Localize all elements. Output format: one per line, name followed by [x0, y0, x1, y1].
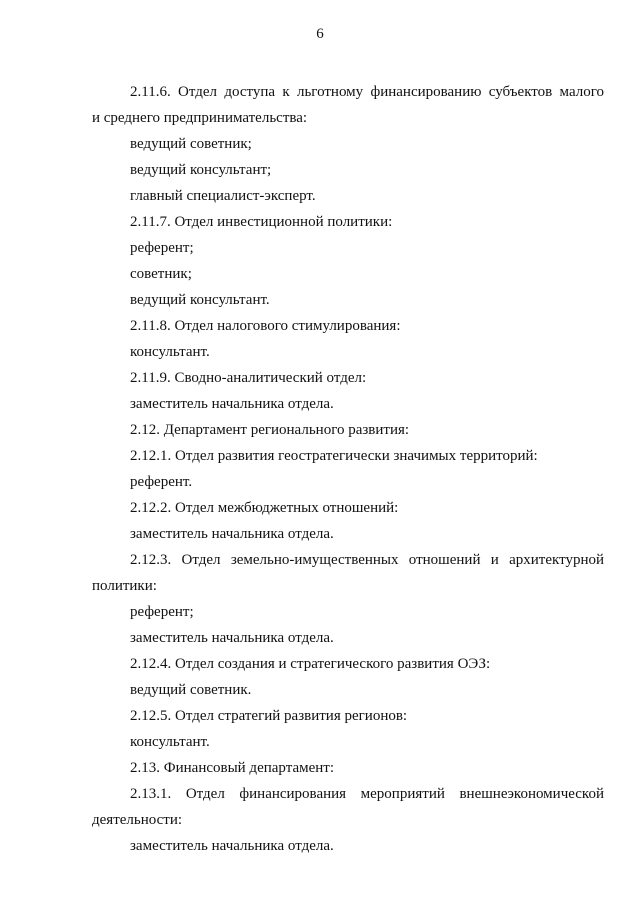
section-heading: 2.11.7. Отдел инвестиционной политики:: [130, 214, 393, 230]
list-item-position: референт;: [130, 240, 194, 256]
document-body: [92, 79, 604, 859]
department-heading: 2.12. Департамент регионального развития:: [130, 422, 410, 438]
list-item-position: заместитель начальника отдела.: [130, 838, 334, 854]
list-item-position: ведущий советник;: [130, 136, 252, 152]
list-item-position: ведущий консультант;: [130, 162, 272, 178]
section-heading: 2.12.2. Отдел межбюджетных отношений:: [130, 500, 399, 516]
list-item-position: советник;: [130, 266, 192, 282]
section-heading: 2.12.1. Отдел развития геостратегически значимых территорий:: [130, 448, 538, 464]
list-item-position: заместитель начальника отдела.: [130, 630, 334, 646]
section-heading: 2.12.3. Отдел земельно-имущественных отношений и архитектурной: [130, 552, 604, 568]
section-heading: 2.12.5. Отдел стратегий развития регионов:: [130, 708, 408, 724]
list-item-position: референт;: [130, 604, 194, 620]
list-item-position: ведущий советник.: [130, 682, 252, 698]
section-heading: 2.11.8. Отдел налогового стимулирования:: [130, 318, 401, 334]
section-heading-continuation: политики:: [92, 578, 157, 594]
page-number: 6: [316, 26, 324, 42]
paragraph-line-2: и среднего предпринимательства:: [92, 110, 308, 126]
paragraph-line-1: 2.11.6. Отдел доступа к льготному финансированию субъектов малого: [130, 84, 604, 100]
list-item-position: заместитель начальника отдела.: [130, 396, 334, 412]
list-item-position: заместитель начальника отдела.: [130, 526, 334, 542]
list-item-position: референт.: [130, 474, 193, 490]
department-heading: 2.13. Финансовый департамент:: [130, 760, 335, 776]
list-item-position: ведущий консультант.: [130, 292, 270, 308]
section-heading: 2.11.9. Сводно-аналитический отдел:: [130, 370, 367, 386]
list-item-position: главный специалист-эксперт.: [130, 188, 316, 204]
list-item-position: консультант.: [130, 344, 210, 360]
section-heading: 2.13.1. Отдел финансирования мероприятий внешнеэкономической: [130, 786, 604, 802]
section-heading: 2.12.4. Отдел создания и стратегического развития ОЭЗ:: [130, 656, 491, 672]
list-item-position: консультант.: [130, 734, 210, 750]
section-heading-continuation: деятельности:: [92, 812, 183, 828]
